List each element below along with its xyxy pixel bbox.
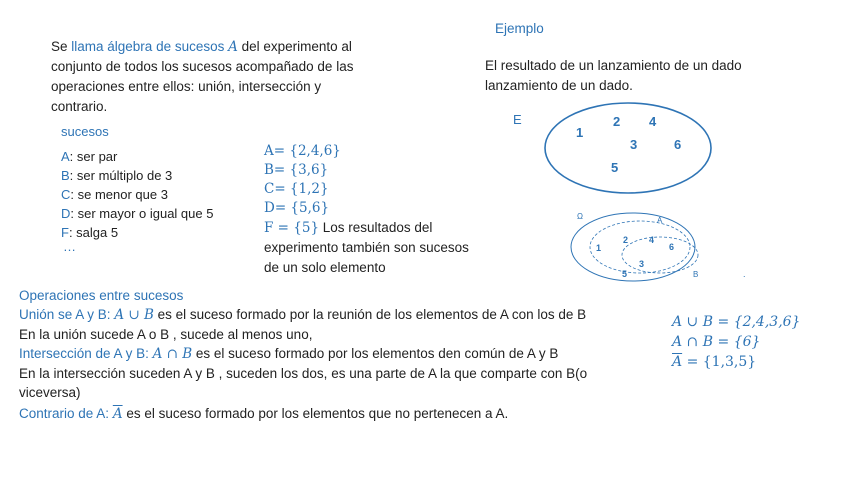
- intro-line2: conjunto de todos los sucesos acompañado de las: [51, 59, 354, 74]
- union-result: A ∪ B = {2,4,3,6}: [672, 314, 801, 330]
- set-d: D= {5,6}: [264, 200, 330, 216]
- suceso-item-f: F: salga 5: [61, 225, 119, 240]
- set-a: A= {2,4,6}: [264, 143, 341, 159]
- intersection-note: En la intersección suceden A y B , suceden los dos, es una parte de A la que comparte con B(o: [19, 366, 588, 381]
- union-symbol: A ∪ B: [114, 307, 154, 323]
- sets-block: [264, 142, 341, 218]
- intro-paragraph: [51, 37, 411, 117]
- set-f: F = {5}: [264, 220, 320, 236]
- suceso-item-d: D: ser mayor o igual que 5: [61, 206, 214, 221]
- set-f-block: [264, 218, 504, 278]
- omega-ellipse: [571, 213, 695, 281]
- venn-3: 3: [639, 259, 645, 269]
- union-note: En la unión sucede A o B , sucede al menos uno,: [19, 327, 313, 342]
- sucesos-heading: sucesos: [61, 124, 109, 139]
- outcome-2: 2: [613, 114, 621, 129]
- venn-4: 4: [649, 235, 655, 245]
- venn-5: 5: [622, 269, 628, 279]
- sample-space-ellipse: [545, 103, 711, 193]
- outcome-6: 6: [674, 137, 682, 152]
- ejemplo-title: Ejemplo: [495, 21, 544, 36]
- sample-space-diagram: [505, 100, 725, 200]
- ejemplo-text: [485, 56, 785, 96]
- intersection-note2: viceversa): [19, 385, 81, 400]
- outcome-5: 5: [611, 160, 619, 175]
- results-block: [672, 312, 800, 372]
- intersection-symbol: A ∩ B: [152, 346, 193, 362]
- algebra-symbol: A: [228, 39, 238, 55]
- omega-label: Ω: [577, 212, 583, 221]
- set-c: C= {1,2}: [264, 181, 329, 197]
- outcome-4: 4: [649, 114, 657, 129]
- complement-result: $\overline{A} = \{1,3,5\}$: [672, 354, 757, 370]
- outcome-3: 3: [630, 137, 638, 152]
- venn-diagram: [565, 205, 765, 285]
- intro-term: llama álgebra de sucesos: [71, 39, 229, 54]
- operaciones-heading: Operaciones entre sucesos: [19, 288, 184, 303]
- venn-dot: .: [743, 269, 746, 279]
- sample-space-label: E: [513, 112, 522, 127]
- venn-2: 2: [623, 235, 629, 245]
- intersection-definition: Intersección de A y B: A ∩ B es el suceso formado por los elementos den común de A y B: [19, 346, 559, 362]
- complement-symbol: $\overline{A}$: [112, 406, 123, 422]
- set-f-note: Los resultados del: [319, 220, 433, 235]
- suceso-item-c: C: se menor que 3: [61, 187, 168, 202]
- intersection-result: A ∩ B = {6}: [672, 334, 761, 350]
- ejemplo-line2: lanzamiento de un dado.: [485, 78, 633, 93]
- sucesos-ellipsis: …: [63, 239, 76, 254]
- intro-rest: del experimento al: [237, 39, 352, 54]
- suceso-item-a: A: ser par: [61, 149, 118, 164]
- sucesos-list: [61, 147, 213, 252]
- venn-1: 1: [596, 243, 602, 253]
- ejemplo-line1: El resultado de un lanzamiento de un dado: [485, 58, 742, 73]
- union-definition: Unión se A y B: A ∪ B es el suceso formado por la reunión de los elementos de A con los de B: [19, 307, 587, 323]
- outcome-1: 1: [576, 125, 584, 140]
- venn-6: 6: [669, 242, 675, 252]
- venn-set-b: [622, 237, 698, 273]
- suceso-item-b: B: ser múltiplo de 3: [61, 168, 173, 183]
- intro-prefix: Se: [51, 39, 72, 54]
- set-f-note2: experimento también son sucesos: [264, 240, 469, 255]
- venn-b-label: B: [693, 270, 699, 279]
- set-b: B= {3,6}: [264, 162, 329, 178]
- venn-a-label: A: [657, 216, 663, 225]
- set-f-note3: de un solo elemento: [264, 260, 386, 275]
- intro-line4: contrario.: [51, 99, 108, 114]
- intro-line3: operaciones entre ellos: unión, intersección y: [51, 79, 322, 94]
- operaciones-block: [19, 305, 659, 424]
- complement-definition: Contrario de A: $\overline{A}$ es el suceso formado por los elementos que no pertenecen a A.: [19, 406, 509, 422]
